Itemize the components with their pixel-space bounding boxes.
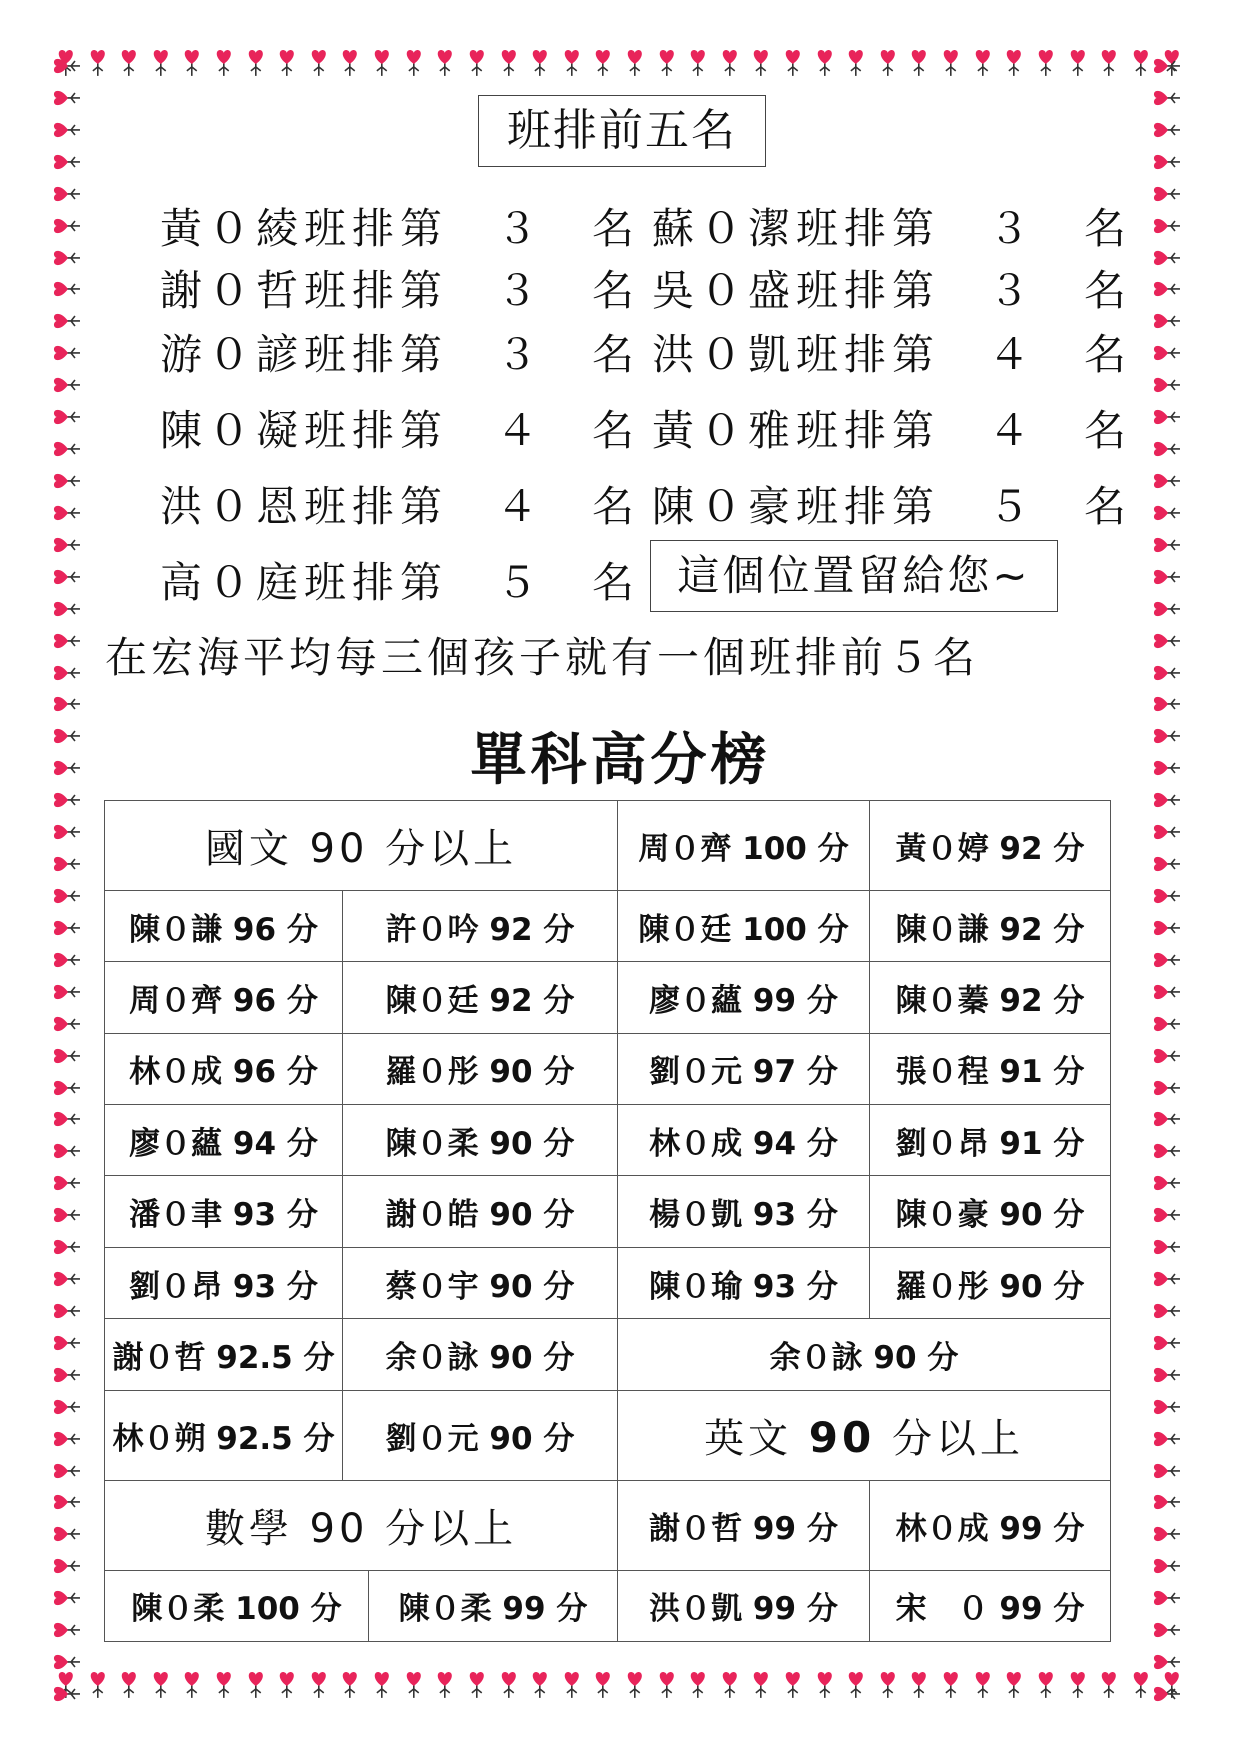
heart-icon bbox=[50, 401, 82, 433]
math-header: 數學 90 分以上 bbox=[105, 1480, 618, 1570]
heart-icon bbox=[50, 912, 82, 944]
heart-icon bbox=[967, 46, 999, 78]
heart-icon bbox=[176, 1668, 208, 1700]
heart-icon bbox=[1150, 1295, 1182, 1327]
heart-icon bbox=[50, 1359, 82, 1391]
heart-icon bbox=[1150, 273, 1182, 305]
rank-entry: 游０諺班排第 ３ 名 bbox=[160, 330, 641, 379]
heart-icon bbox=[935, 46, 967, 78]
heart-border-right bbox=[1150, 50, 1190, 1710]
heart-icon bbox=[493, 1668, 525, 1700]
score-cell: 陳０謙 96 分 bbox=[105, 890, 343, 961]
heart-icon bbox=[840, 1668, 872, 1700]
heart-icon bbox=[50, 146, 82, 178]
score-cell: 陳０柔 99 分 bbox=[369, 1570, 618, 1641]
heart-icon bbox=[1030, 1668, 1062, 1700]
heart-border-top bbox=[50, 46, 1188, 86]
score-cell: 羅０彤 90 分 bbox=[343, 1033, 618, 1104]
heart-icon bbox=[809, 46, 841, 78]
heart-icon bbox=[1150, 1518, 1182, 1550]
heart-border-bottom bbox=[50, 1668, 1188, 1708]
heart-icon bbox=[1150, 944, 1182, 976]
heart-icon bbox=[50, 1072, 82, 1104]
heart-icon bbox=[1150, 50, 1182, 82]
table-row bbox=[105, 962, 1111, 1033]
rank-entry: 謝０哲班排第 ３ 名 bbox=[160, 266, 641, 315]
heart-icon bbox=[1150, 1072, 1182, 1104]
heart-icon bbox=[113, 1668, 145, 1700]
heart-icon bbox=[587, 1668, 619, 1700]
score-cell: 楊０凱 93 分 bbox=[618, 1176, 870, 1247]
heart-icon bbox=[682, 1668, 714, 1700]
table-row bbox=[105, 1176, 1111, 1247]
heart-icon bbox=[50, 657, 82, 689]
heart-icon bbox=[366, 1668, 398, 1700]
heart-icon bbox=[50, 1135, 82, 1167]
heart-icon bbox=[1150, 433, 1182, 465]
rank-entry: 蘇０潔班排第 ３ 名 bbox=[652, 204, 1133, 253]
heart-icon bbox=[872, 46, 904, 78]
english-header-prefix: 英文 bbox=[704, 1415, 809, 1462]
heart-icon bbox=[50, 1423, 82, 1455]
heart-icon bbox=[429, 1668, 461, 1700]
table-row bbox=[105, 801, 1111, 891]
heart-icon bbox=[50, 529, 82, 561]
chinese-header: 國文 90 分以上 bbox=[105, 801, 618, 891]
rank-entry: 洪０凱班排第 ４ 名 bbox=[652, 330, 1133, 379]
heart-icon bbox=[366, 46, 398, 78]
heart-icon bbox=[998, 46, 1030, 78]
heart-icon bbox=[461, 46, 493, 78]
table-row bbox=[105, 1247, 1111, 1318]
heart-icon bbox=[1150, 1231, 1182, 1263]
score-cell: 羅０彤 90 分 bbox=[870, 1247, 1111, 1318]
score-cell: 劉０昂 93 分 bbox=[105, 1247, 343, 1318]
score-cell: 許０吟 92 分 bbox=[343, 890, 618, 961]
english-header-suffix: 分以上 bbox=[875, 1415, 1024, 1462]
heart-icon bbox=[461, 1668, 493, 1700]
heart-icon bbox=[50, 433, 82, 465]
heart-icon bbox=[271, 1668, 303, 1700]
score-cell: 劉０元 97 分 bbox=[618, 1033, 870, 1104]
rank-entry: 高０庭班排第 ５ 名 bbox=[160, 558, 641, 607]
score-cell: 余０詠 90 分 bbox=[343, 1319, 618, 1390]
heart-icon bbox=[1150, 1327, 1182, 1359]
rank-entry: 黃０雅班排第 ４ 名 bbox=[652, 406, 1133, 455]
heart-icon bbox=[50, 114, 82, 146]
heart-icon bbox=[1150, 816, 1182, 848]
heart-icon bbox=[50, 1231, 82, 1263]
heart-icon bbox=[1150, 1678, 1182, 1710]
heart-icon bbox=[50, 1391, 82, 1423]
heart-icon bbox=[967, 1668, 999, 1700]
heart-icon bbox=[1150, 1582, 1182, 1614]
heart-icon bbox=[651, 1668, 683, 1700]
english-header-number: 90 bbox=[808, 1412, 876, 1462]
rank-entry: 洪０恩班排第 ４ 名 bbox=[160, 482, 641, 531]
score-cell: 潘０聿 93 分 bbox=[105, 1176, 343, 1247]
heart-icon bbox=[1150, 1199, 1182, 1231]
table-row bbox=[105, 1480, 1111, 1570]
score-cell: 洪０凱 99 分 bbox=[618, 1570, 870, 1641]
heart-icon bbox=[1150, 1423, 1182, 1455]
heart-icon bbox=[1150, 1486, 1182, 1518]
heart-icon bbox=[1150, 625, 1182, 657]
heart-icon bbox=[1030, 46, 1062, 78]
heart-icon bbox=[50, 1295, 82, 1327]
score-cell: 林０朔 92.5 分 bbox=[105, 1390, 343, 1480]
heart-icon bbox=[1150, 1359, 1182, 1391]
heart-icon bbox=[809, 1668, 841, 1700]
heart-icon bbox=[50, 82, 82, 114]
heart-icon bbox=[50, 305, 82, 337]
heart-icon bbox=[872, 1668, 904, 1700]
rank-entry: 陳０凝班排第 ４ 名 bbox=[160, 406, 641, 455]
heart-icon bbox=[1093, 46, 1125, 78]
heart-icon bbox=[1150, 82, 1182, 114]
heart-icon bbox=[1093, 1668, 1125, 1700]
score-cell: 林０成 99 分 bbox=[870, 1480, 1111, 1570]
heart-icon bbox=[50, 1103, 82, 1135]
heart-icon bbox=[1150, 305, 1182, 337]
heart-icon bbox=[745, 1668, 777, 1700]
high-score-table bbox=[104, 800, 1111, 1642]
heart-icon bbox=[1150, 1550, 1182, 1582]
score-cell: 陳０豪 90 分 bbox=[870, 1176, 1111, 1247]
heart-icon bbox=[714, 46, 746, 78]
heart-icon bbox=[903, 1668, 935, 1700]
score-cell: 謝０哲 99 分 bbox=[618, 1480, 870, 1570]
heart-icon bbox=[714, 1668, 746, 1700]
rank-entry: 吳０盛班排第 ３ 名 bbox=[652, 266, 1133, 315]
table-row bbox=[105, 1570, 1111, 1641]
heart-icon bbox=[682, 46, 714, 78]
score-cell: 廖０蘊 99 分 bbox=[618, 962, 870, 1033]
heart-icon bbox=[1150, 1040, 1182, 1072]
heart-icon bbox=[50, 848, 82, 880]
score-cell: 余０詠 90 分 bbox=[618, 1319, 1111, 1390]
heart-icon bbox=[1150, 1263, 1182, 1295]
heart-icon bbox=[1150, 1167, 1182, 1199]
heart-icon bbox=[50, 1550, 82, 1582]
score-cell: 陳０謙 92 分 bbox=[870, 890, 1111, 961]
heart-icon bbox=[50, 465, 82, 497]
section-title: 單科高分榜 bbox=[470, 728, 771, 793]
heart-icon bbox=[303, 1668, 335, 1700]
heart-icon bbox=[50, 497, 82, 529]
heart-icon bbox=[50, 1486, 82, 1518]
heart-icon bbox=[1150, 242, 1182, 274]
score-cell: 林０成 96 分 bbox=[105, 1033, 343, 1104]
heart-icon bbox=[50, 369, 82, 401]
reserved-slot-box: 這個位置留給您~ bbox=[650, 540, 1058, 612]
heart-icon bbox=[587, 46, 619, 78]
score-cell: 廖０蘊 94 分 bbox=[105, 1105, 343, 1176]
heart-icon bbox=[50, 1008, 82, 1040]
heart-icon bbox=[1150, 1135, 1182, 1167]
heart-icon bbox=[1150, 337, 1182, 369]
heart-icon bbox=[271, 46, 303, 78]
heart-icon bbox=[1150, 369, 1182, 401]
heart-icon bbox=[493, 46, 525, 78]
heart-icon bbox=[1150, 465, 1182, 497]
tagline: 在宏海平均每三個孩子就有一個班排前５名 bbox=[105, 633, 980, 682]
heart-icon bbox=[145, 46, 177, 78]
heart-icon bbox=[50, 1614, 82, 1646]
heart-icon bbox=[1150, 146, 1182, 178]
ranking-banner: 班排前五名 bbox=[478, 95, 766, 167]
score-cell: 張０程 91 分 bbox=[870, 1033, 1111, 1104]
score-cell: 陳０柔 90 分 bbox=[343, 1105, 618, 1176]
heart-icon bbox=[1150, 178, 1182, 210]
heart-icon bbox=[1150, 1614, 1182, 1646]
heart-icon bbox=[50, 1518, 82, 1550]
english-header bbox=[618, 1390, 1111, 1480]
heart-icon bbox=[50, 944, 82, 976]
score-cell: 周０齊 100 分 bbox=[618, 801, 870, 891]
heart-icon bbox=[113, 46, 145, 78]
heart-icon bbox=[50, 1455, 82, 1487]
heart-icon bbox=[1150, 848, 1182, 880]
heart-icon bbox=[1150, 1646, 1182, 1678]
heart-icon bbox=[1150, 1391, 1182, 1423]
table-row bbox=[105, 1033, 1111, 1104]
heart-icon bbox=[50, 1167, 82, 1199]
heart-icon bbox=[50, 337, 82, 369]
heart-icon bbox=[50, 210, 82, 242]
heart-icon bbox=[1150, 657, 1182, 689]
table-row bbox=[105, 1105, 1111, 1176]
score-cell: 謝０皓 90 分 bbox=[343, 1176, 618, 1247]
heart-icon bbox=[1150, 529, 1182, 561]
heart-icon bbox=[50, 1582, 82, 1614]
score-cell: 陳０蓁 92 分 bbox=[870, 962, 1111, 1033]
heart-icon bbox=[556, 46, 588, 78]
heart-icon bbox=[398, 46, 430, 78]
table-row bbox=[105, 1319, 1111, 1390]
score-cell: 黃０婷 92 分 bbox=[870, 801, 1111, 891]
heart-icon bbox=[524, 1668, 556, 1700]
heart-icon bbox=[840, 46, 872, 78]
heart-icon bbox=[334, 46, 366, 78]
heart-icon bbox=[1150, 1103, 1182, 1135]
heart-icon bbox=[50, 593, 82, 625]
heart-icon bbox=[556, 1668, 588, 1700]
heart-icon bbox=[903, 46, 935, 78]
score-cell: 周０齊 96 分 bbox=[105, 962, 343, 1033]
heart-icon bbox=[50, 561, 82, 593]
heart-icon bbox=[524, 46, 556, 78]
heart-icon bbox=[50, 1263, 82, 1295]
heart-icon bbox=[619, 1668, 651, 1700]
heart-icon bbox=[240, 46, 272, 78]
heart-icon bbox=[50, 1646, 82, 1678]
heart-icon bbox=[619, 46, 651, 78]
heart-icon bbox=[398, 1668, 430, 1700]
heart-icon bbox=[50, 242, 82, 274]
score-cell: 陳０瑜 93 分 bbox=[618, 1247, 870, 1318]
heart-icon bbox=[1150, 1008, 1182, 1040]
heart-icon bbox=[50, 816, 82, 848]
heart-icon bbox=[208, 1668, 240, 1700]
heart-icon bbox=[303, 46, 335, 78]
heart-icon bbox=[50, 273, 82, 305]
heart-icon bbox=[334, 1668, 366, 1700]
heart-icon bbox=[1062, 46, 1094, 78]
heart-icon bbox=[1150, 976, 1182, 1008]
heart-icon bbox=[176, 46, 208, 78]
heart-icon bbox=[777, 46, 809, 78]
heart-icon bbox=[777, 1668, 809, 1700]
heart-icon bbox=[429, 46, 461, 78]
score-cell: 宋 ０ 99 分 bbox=[870, 1570, 1111, 1641]
score-cell: 陳０廷 92 分 bbox=[343, 962, 618, 1033]
rank-entry: 黃０綾班排第 ３ 名 bbox=[160, 204, 641, 253]
heart-icon bbox=[50, 1327, 82, 1359]
heart-icon bbox=[1150, 497, 1182, 529]
heart-icon bbox=[998, 1668, 1030, 1700]
heart-icon bbox=[745, 46, 777, 78]
score-cell: 陳０廷 100 分 bbox=[618, 890, 870, 961]
score-cell: 劉０元 90 分 bbox=[343, 1390, 618, 1480]
heart-icon bbox=[1150, 593, 1182, 625]
heart-icon bbox=[1150, 401, 1182, 433]
heart-icon bbox=[1150, 912, 1182, 944]
rank-entry: 陳０豪班排第 ５ 名 bbox=[652, 482, 1133, 531]
table-row bbox=[105, 1390, 1111, 1480]
heart-icon bbox=[1150, 114, 1182, 146]
heart-icon bbox=[50, 625, 82, 657]
heart-icon bbox=[1062, 1668, 1094, 1700]
heart-icon bbox=[50, 1040, 82, 1072]
heart-icon bbox=[145, 1668, 177, 1700]
heart-icon bbox=[50, 50, 82, 82]
heart-icon bbox=[50, 976, 82, 1008]
heart-icon bbox=[651, 46, 683, 78]
table-row bbox=[105, 890, 1111, 961]
score-cell: 陳０柔 100 分 bbox=[105, 1570, 369, 1641]
heart-icon bbox=[50, 1678, 82, 1710]
heart-icon bbox=[208, 46, 240, 78]
heart-icon bbox=[50, 880, 82, 912]
heart-icon bbox=[935, 1668, 967, 1700]
score-cell: 謝０哲 92.5 分 bbox=[105, 1319, 343, 1390]
heart-icon bbox=[1150, 210, 1182, 242]
heart-icon bbox=[1150, 1455, 1182, 1487]
heart-icon bbox=[50, 178, 82, 210]
heart-icon bbox=[1150, 880, 1182, 912]
heart-icon bbox=[1150, 561, 1182, 593]
heart-icon bbox=[50, 1199, 82, 1231]
heart-icon bbox=[240, 1668, 272, 1700]
score-cell: 蔡０宇 90 分 bbox=[343, 1247, 618, 1318]
heart-border-left bbox=[50, 50, 90, 1710]
score-cell: 劉０昂 91 分 bbox=[870, 1105, 1111, 1176]
score-cell: 林０成 94 分 bbox=[618, 1105, 870, 1176]
